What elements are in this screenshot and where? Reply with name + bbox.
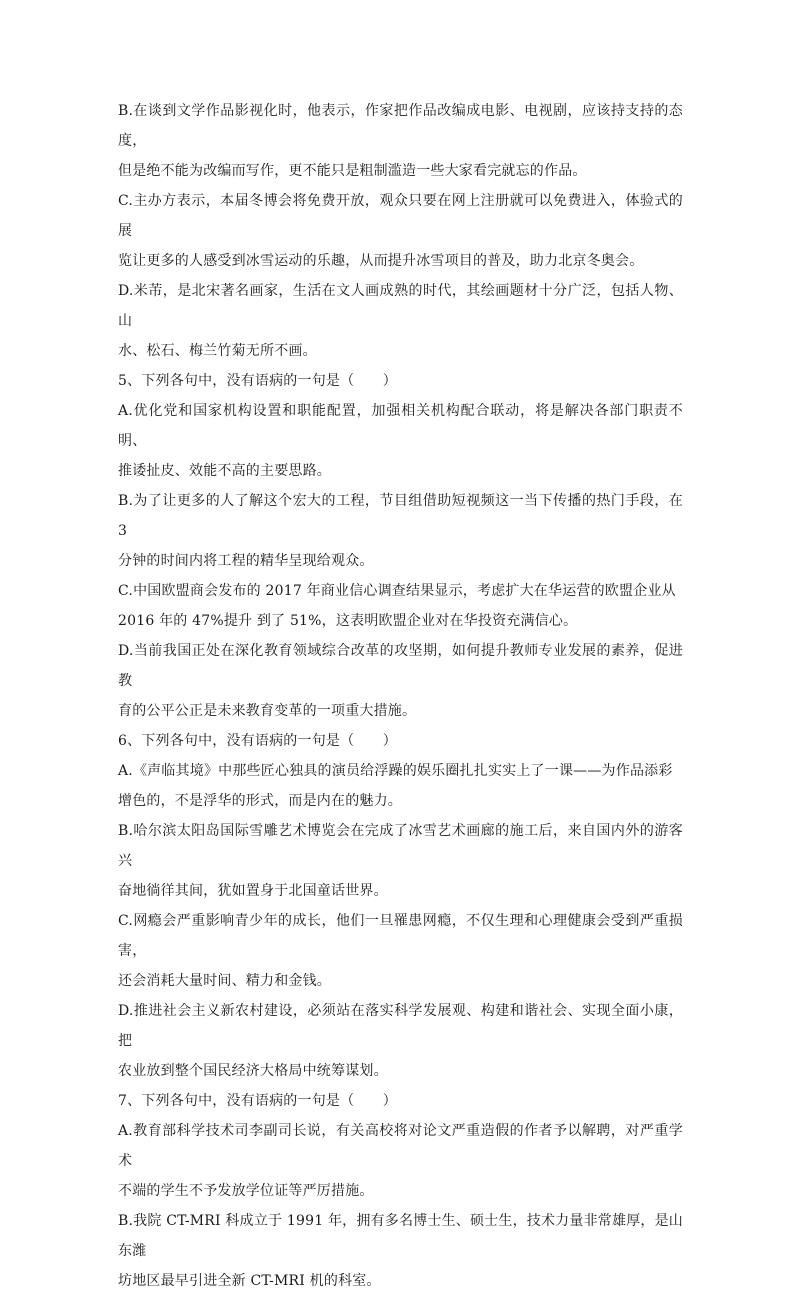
text-line: 但是绝不能为改编而写作，更不能只是粗制滥造一些大家看完就忘的作品。 [118, 163, 587, 179]
text-line: 奋地徜徉其间，犹如置身于北国童话世界。 [118, 883, 388, 899]
text-line: B.我院 CT-MRI 科成立于 1991 年，拥有多名博士生、硕士生，技术力量非常雄厚，是山东潍 [118, 1213, 683, 1259]
text-line: D.当前我国正处在深化教育领域综合改革的攻坚期，如何提升教师专业发展的素养，促进教 [118, 643, 683, 689]
text-line: 览让更多的人感受到冰雪运动的乐趣，从而提升冰雪项目的普及，助力北京冬奥会。 [118, 253, 644, 269]
text-line: D.推进社会主义新农村建设，必须站在落实科学发展观、构建和谐社会、实现全面小康，把 [118, 1003, 683, 1049]
document-body [118, 96, 683, 1296]
text-line: B.哈尔滨太阳岛国际雪雕艺术博览会在完成了冰雪艺术画廊的施工后，来自国内外的游客兴 [118, 823, 683, 869]
text-line: C.网瘾会严重影响青少年的成长，他们一旦罹患网瘾，不仅生理和心理健康会受到严重损害， [118, 913, 683, 959]
text-line: 分钟的时间内将工程的精华呈现给观众。 [118, 553, 374, 569]
text-line: 不端的学生不予发放学位证等严厉措施。 [118, 1183, 374, 1199]
text-line: 增色的，不是浮华的形式，而是内在的魅力。 [118, 793, 402, 809]
text-line: 推诿扯皮、效能不高的主要思路。 [118, 463, 331, 479]
text-line: 农业放到整个国民经济大格局中统筹谋划。 [118, 1063, 388, 1079]
question-heading: 7、下列各句中，没有语病的一句是（ ） [118, 1093, 397, 1109]
text-line: A.教育部科学技术司李副司长说，有关高校将对论文严重造假的作者予以解聘，对严重学术 [118, 1123, 683, 1169]
text-line: 水、松石、梅兰竹菊无所不画。 [118, 343, 317, 359]
text-line: B.为了让更多的人了解这个宏大的工程，节目组借助短视频这一当下传播的热门手段，在 3 [118, 493, 683, 539]
text-line: A.优化党和国家机构设置和职能配置，加强相关机构配合联动，将是解决各部门职责不明、 [118, 403, 683, 449]
text-line: D.米芾，是北宋著名画家，生活在文人画成熟的时代，其绘画题材十分广泛，包括人物、山 [118, 283, 683, 329]
question-heading: 6、下列各句中，没有语病的一句是（ ） [118, 733, 397, 749]
text-line: 2016 年的 47%提升 到了 51%，这表明欧盟企业对在华投资充满信心。 [118, 613, 578, 629]
text-line: C.中国欧盟商会发布的 2017 年商业信心调查结果显示，考虑扩大在华运营的欧盟企业从 [118, 583, 676, 599]
text-line: 坊地区最早引进全新 CT-MRI 机的科室。 [118, 1273, 381, 1289]
text-line: 还会消耗大量时间、精力和金钱。 [118, 973, 331, 989]
text-line: C.主办方表示，本届冬博会将免费开放，观众只要在网上注册就可以免费进入，体验式的展 [118, 193, 683, 239]
question-heading: 5、下列各句中，没有语病的一句是（ ） [118, 373, 397, 389]
text-line: B.在谈到文学作品影视化时，他表示，作家把作品改编成电影、电视剧，应该持支持的态度， [118, 103, 683, 149]
text-line: A.《声临其境》中那些匠心独具的演员给浮躁的娱乐圈扎扎实实上了一课——为作品添彩 [118, 763, 673, 779]
text-line: 育的公平公正是未来教育变革的一项重大措施。 [118, 703, 417, 719]
